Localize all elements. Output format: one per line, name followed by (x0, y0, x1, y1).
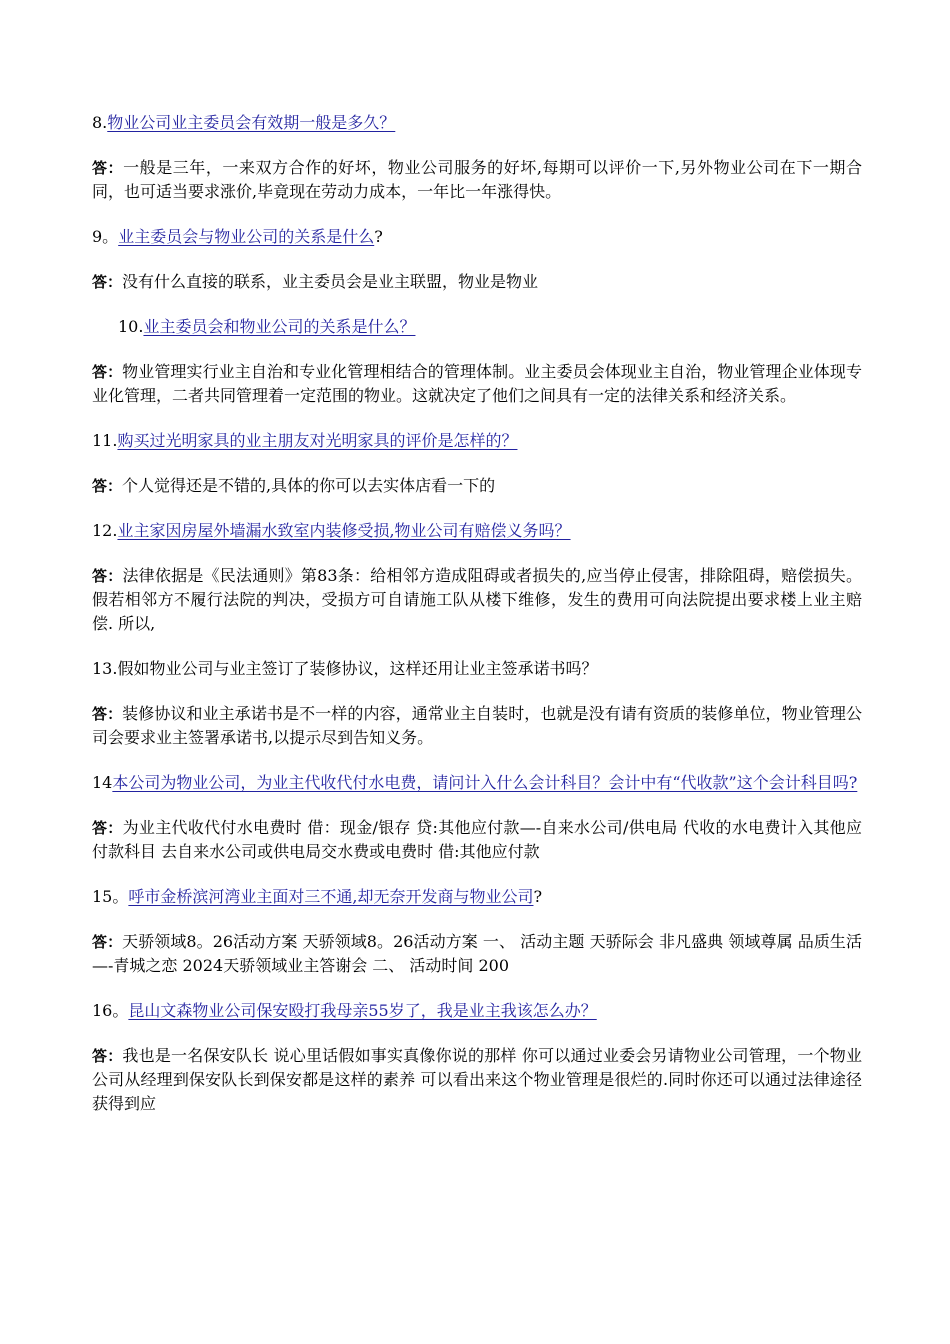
question-13: 13.假如物业公司与业主签订了装修协议，这样还用让业主签承诺书吗？ (92, 659, 598, 678)
question-10-link[interactable]: 业主委员会和物业公司的关系是什么？ (143, 317, 416, 336)
question-15: 15。呼市金桥滨河湾业主面对三不通,却无奈开发商与物业公司? (92, 887, 543, 906)
question-12-link[interactable]: 业主家因房屋外墙漏水致室内装修受损,物业公司有赔偿义务吗？ (117, 521, 571, 540)
question-9: 9。业主委员会与物业公司的关系是什么? (92, 227, 383, 246)
question-11: 11.购买过光明家具的业主朋友对光明家具的评价是怎样的？ (92, 431, 518, 450)
question-15-link[interactable]: 呼市金桥滨河湾业主面对三不通,却无奈开发商与物业公司 (128, 887, 534, 906)
answer-11: 答：个人觉得还是不错的,具体的你可以去实体店看一下的 (92, 476, 496, 495)
answer-label: 答： (92, 159, 124, 177)
answer-13: 答：装修协议和业主承诺书是不一样的内容，通常业主自装时，也就是没有请有资质的装修单位，物业管理公司会要求业主签署承诺书,以提示尽到告知义务。 (92, 704, 862, 747)
answer-9: 答：没有什么直接的联系，业主委员会是业主联盟，物业是物业 (92, 272, 539, 291)
question-14-link[interactable]: 本公司为物业公司，为业主代收代付水电费，请问计入什么会计科目？会计中有“代收款”这个会计科目吗? (112, 773, 858, 792)
question-10: 10.业主委员会和物业公司的关系是什么？ (118, 317, 416, 336)
answer-label: 答： (92, 819, 123, 837)
answer-label: 答： (92, 1047, 123, 1065)
answer-14: 答：为业主代收代付水电费时 借：现金/银存 贷:其他应付款—-自来水公司/供电局 代收的水电费计入其他应付款科目 去自来水公司或供电局交水费或电费时 借:其他应付款 (92, 818, 862, 861)
answer-10: 答：物业管理实行业主自治和专业化管理相结合的管理体制。业主委员会体现业主自治，物业管理企业体现专业化管理，二者共同管理着一定范围的物业。这就决定了他们之间具有一定的法律关系和经济关系。 (92, 362, 862, 405)
answer-label: 答： (92, 477, 123, 495)
question-8: 8.物业公司业主委员会有效期一般是多久？ (92, 113, 396, 132)
answer-15: 答：天骄领域8。26活动方案 天骄领域8。26活动方案 一、 活动主题 天骄际会 非凡盛典 领域尊属 品质生活 —-青城之恋 2024天骄领域业主答谢会 二、 活动时间 200 (92, 932, 862, 975)
answer-16: 答：我也是一名保安队长 说心里话假如事实真像你说的那样 你可以通过业委会另请物业公司管理，一个物业公司从经理到保安队长到保安都是这样的素养 可以看出来这个物业管理是很烂的.同时你还可以通过法律途径获得到应 (92, 1046, 862, 1113)
answer-label: 答： (92, 705, 123, 723)
question-14: 14本公司为物业公司，为业主代收代付水电费，请问计入什么会计科目？会计中有“代收款”这个会计科目吗? (92, 773, 858, 792)
answer-12: 答：法律依据是《民法通则》第83条：给相邻方造成阻碍或者损失的,应当停止侵害，排除阻碍，赔偿损失。假若相邻方不履行法院的判决，受损方可自请施工队从楼下维修，发生的费用可向法院提出要求楼上业主赔偿. 所以, (92, 566, 862, 633)
question-9-link[interactable]: 业主委员会与物业公司的关系是什么 (118, 227, 375, 246)
answer-label: 答： (92, 273, 123, 291)
question-8-link[interactable]: 物业公司业主委员会有效期一般是多久？ (107, 113, 396, 132)
answer-8: 答：一般是三年，一来双方合作的好坏，物业公司服务的好坏,每期可以评价一下,另外物业公司在下一期合同，也可适当要求涨价,毕竟现在劳动力成本，一年比一年涨得快。 (92, 158, 862, 201)
document-page (92, 112, 862, 1138)
answer-label: 答： (92, 363, 123, 381)
answer-label: 答： (92, 567, 123, 585)
answer-label: 答： (92, 933, 123, 951)
question-16: 16。昆山文森物业公司保安殴打我母亲55岁了，我是业主我该怎么办？ (92, 1001, 597, 1020)
question-11-link[interactable]: 购买过光明家具的业主朋友对光明家具的评价是怎样的？ (117, 431, 518, 450)
question-12: 12.业主家因房屋外墙漏水致室内装修受损,物业公司有赔偿义务吗？ (92, 521, 571, 540)
question-16-link[interactable]: 昆山文森物业公司保安殴打我母亲55岁了，我是业主我该怎么办？ (128, 1001, 597, 1020)
